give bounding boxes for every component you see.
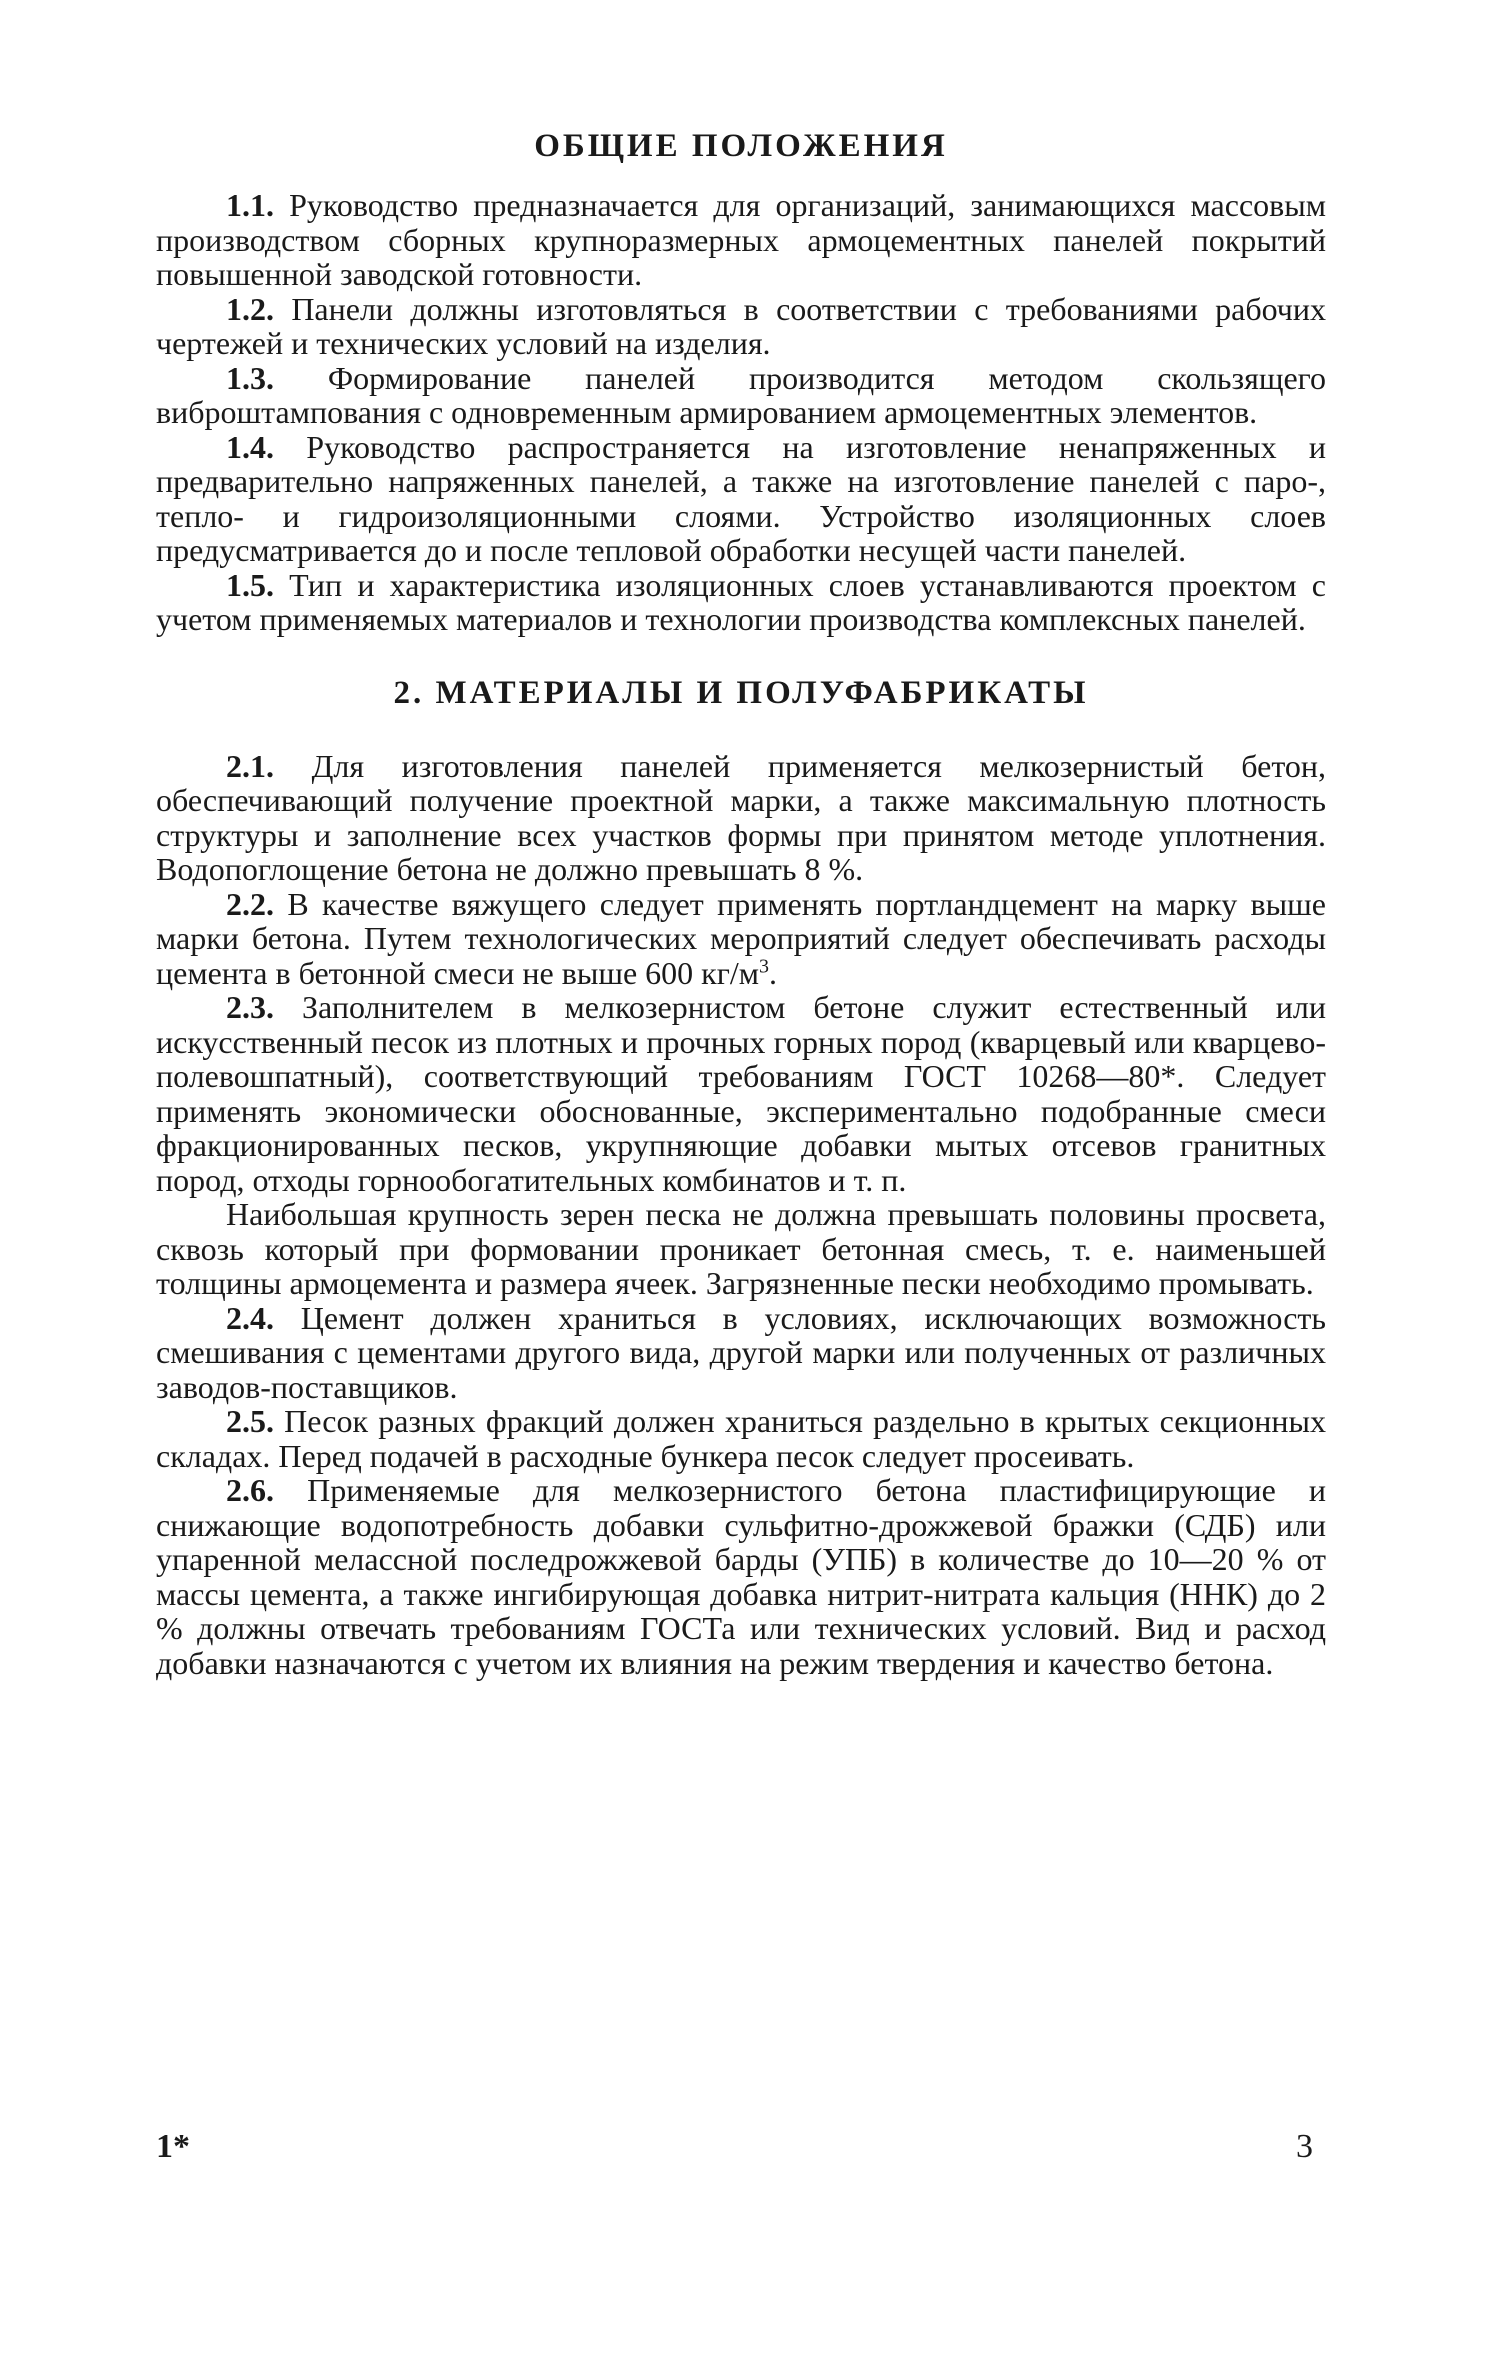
paragraph-1-1 [156,188,1326,292]
paragraph-2-3 [156,990,1326,1197]
clause-text: Формирование панелей производится методом скользящего виброштампования с одновременным армированием армоцементных элементов. [156,359,1326,430]
clause-text: Панели должны изготовляться в соответствии с требованиями рабочих чертежей и технических условий на изделия. [156,290,1326,361]
clause-number: 2.4. [226,1299,274,1336]
clause-number: 2.1. [226,747,274,784]
page-content [156,126,1326,1680]
clause-text: Песок разных фракций должен храниться раздельно в крытых секционных складах. Перед подачей в расходные бункера песок следует просеивать. [156,1403,1326,1474]
paragraph-2-2 [156,887,1326,991]
paragraph-1-5 [156,568,1326,637]
clause-number: 2.3. [226,989,274,1025]
paragraph-2-3-continued: Наибольшая крупность зерен песка не должна превышать половины просвета, сквозь который при формовании проникает бетонная смесь, т. е. наименьшей толщины армоцемента и размера ячеек. Загрязненные пески необходимо промывать. [156,1196,1326,1301]
signature-mark: 1* [156,2128,190,2165]
paragraph-1-4 [156,430,1326,568]
clause-number: 2.6. [226,1472,274,1508]
paragraph-2-1 [156,749,1326,887]
superscript-cube: 3 [758,954,769,977]
paragraph-2-4 [156,1301,1326,1405]
clause-text: Применяемые для мелкозернистого бетона пластифицирующие и снижающие водопотребность добавки сульфитно-дрожжевой бражки (СДБ) или упаренной мелассной последрожжевой барды (УПБ) в количестве до 10—20 % от массы цемента, а также ингибирующая добавка нитрит-нитрата кальция (ННК) до 2 % должны отвечать требованиям ГОСТа или технических условий. Вид и расход добавки назначаются с учетом их влияния на режим твердения и качество бетона. [156,1472,1326,1681]
clause-number: 1.1. [226,187,274,223]
section-heading-materials: 2. МАТЕРИАЛЫ И ПОЛУФАБРИКАТЫ [393,674,1089,711]
clause-number: 2.2. [226,885,274,922]
clause-number: 1.2. [226,290,274,327]
section-heading-general: ОБЩИЕ ПОЛОЖЕНИЯ [534,128,948,164]
clause-number: 2.5. [226,1403,274,1439]
paragraph-2-5 [156,1404,1326,1473]
clause-text: Руководство предназначается для организаций, занимающихся массовым производством сборных крупноразмерных армоцементных панелей покрытий повышенной заводской готовности. [156,187,1326,292]
clause-text-end: . [768,954,777,991]
clause-number: 1.3. [226,359,274,396]
paragraph-1-3 [156,361,1326,430]
paragraph-1-2 [156,292,1326,361]
page-number: 3 [1296,2128,1313,2165]
clause-number: 1.4. [226,428,274,465]
clause-text: Руководство распространяется на изготовление ненапряженных и предварительно напряженных панелей, а также на изготовление панелей с паро-, тепло- и гидроизоляционными слоями. Устройство изоляционных слоев предусматривается до и после тепловой обработки несущей части панелей. [156,428,1326,568]
clause-text: Заполнителем в мелкозернистом бетоне служит естественный или искусственный песок из плотных и прочных горных пород (кварцевый или кварцево-полевошпатный), соответствующий требованиям ГОСТ 10268—80*. Следует применять экономически обоснованные, экспериментально подобранные смеси фракционированных песков, укрупняющие добавки мытых отсевов гранитных пород, отходы горнообогатительных комбинатов и т. п. [156,989,1326,1198]
clause-text: В качестве вяжущего следует применять портландцемент на марку выше марки бетона. Путем технологических мероприятий следует обеспечивать расходы цемента в бетонной смеси не выше 600 кг/м [156,885,1326,991]
clause-text: Тип и характеристика изоляционных слоев устанавливаются проектом с учетом применяемых материалов и технологии производства комплексных панелей. [156,566,1326,637]
clause-text: Цемент должен храниться в условиях, исключающих возможность смешивания с цементами другого вида, другой марки или полученных от различных заводов-поставщиков. [156,1299,1326,1405]
clause-text: Для изготовления панелей применяется мелкозернистый бетон, обеспечивающий получение проектной марки, а также максимальную плотность структуры и заполнение всех участков формы при принятом методе уплотнения. Водопоглощение бетона не должно превышать 8 %. [156,747,1326,887]
clause-number: 1.5. [226,566,274,603]
paragraph-2-6 [156,1473,1326,1680]
